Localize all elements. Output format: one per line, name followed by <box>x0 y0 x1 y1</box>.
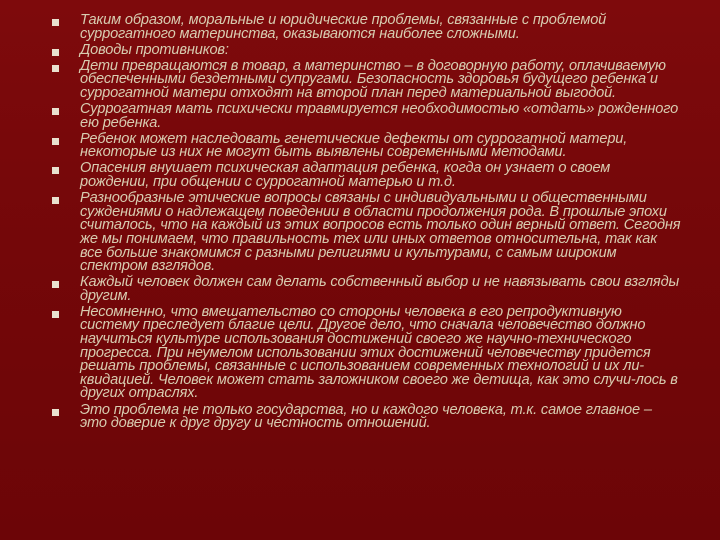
bullet-item <box>52 276 682 303</box>
bullet-item <box>52 103 682 130</box>
bullet-text: Таким образом, моральные и юридические проблемы, связанные с проблемой суррогатного материнства, оказываются наиболее сложными. <box>80 12 607 42</box>
bullet-text: Разнообразные этические вопросы связаны с индивидуальными и общественными суждениями о надлежащем поведении в области продолжения рода. В прошлые эпохи считалось, что на каждый из этих вопросов есть только один верный ответ. Сегодня же мы понимаем, что правильность тех или иных ответов относительна, так как все больше знакомимся с разными религиями и культурами, с самым широким спектром взглядов. <box>80 190 681 275</box>
bullet-text: Это проблема не только государства, но и каждого человека, т.к. самое главное – это доверие к друг другу и честность отношений. <box>80 401 652 432</box>
square-bullet-icon <box>52 311 59 318</box>
bullet-text: Опасения внушает психическая адаптация ребенка, когда он узнает о своем рождении, при общении с суррогатной матерью и т.д. <box>80 160 611 191</box>
bullet-item <box>52 162 682 189</box>
bullet-text: Дети превращаются в товар, а материнство – в договорную работу, оплачиваемую обеспеченными бездетными супругами. Безопасность здоровья будущего ребенка и суррогатной матери отходят на второй план перед материальной выгодой. <box>80 57 666 101</box>
bullet-text: Несомненно, что вмешательство со стороны человека в его репродуктивную систему преследует благие цели. Другое дело, что сначала человечество должно научиться культуре использования достижений своего же научно-технического прогресса. При неумелом использовании этих достижений человечеству придется решать проблемы, связанные с использованием современных технологий и их ли-квидацией. Человек может стать заложником своего же детища, как это случи-лось в других отраслях. <box>80 303 678 402</box>
bullet-text: Суррогатная мать психически травмируется необходимостью «отдать» рожденного ею ребенка. <box>80 101 679 131</box>
bullet-item <box>52 14 682 41</box>
bullet-item <box>52 57 682 101</box>
bullet-item <box>52 303 682 402</box>
square-bullet-icon <box>52 49 59 56</box>
bullet-item <box>52 41 682 58</box>
bullet-item <box>52 130 682 161</box>
square-bullet-icon <box>52 65 59 72</box>
square-bullet-icon <box>52 197 59 204</box>
bullet-text: Доводы противников: <box>80 41 229 58</box>
square-bullet-icon <box>52 409 59 416</box>
bullet-item <box>52 192 682 274</box>
bullet-text: Ребенок может наследовать генетические дефекты от суррогатной матери, некоторые из них не могут быть выявлены современными методами. <box>80 130 628 161</box>
square-bullet-icon <box>52 108 59 115</box>
bullet-list <box>52 14 682 433</box>
square-bullet-icon <box>52 138 59 145</box>
bullet-text: Каждый человек должен сам делать собственный выбор и не навязывать свои взгляды другим. <box>80 274 680 304</box>
square-bullet-icon <box>52 167 59 174</box>
square-bullet-icon <box>52 19 59 26</box>
square-bullet-icon <box>52 281 59 288</box>
bullet-item <box>52 401 682 432</box>
